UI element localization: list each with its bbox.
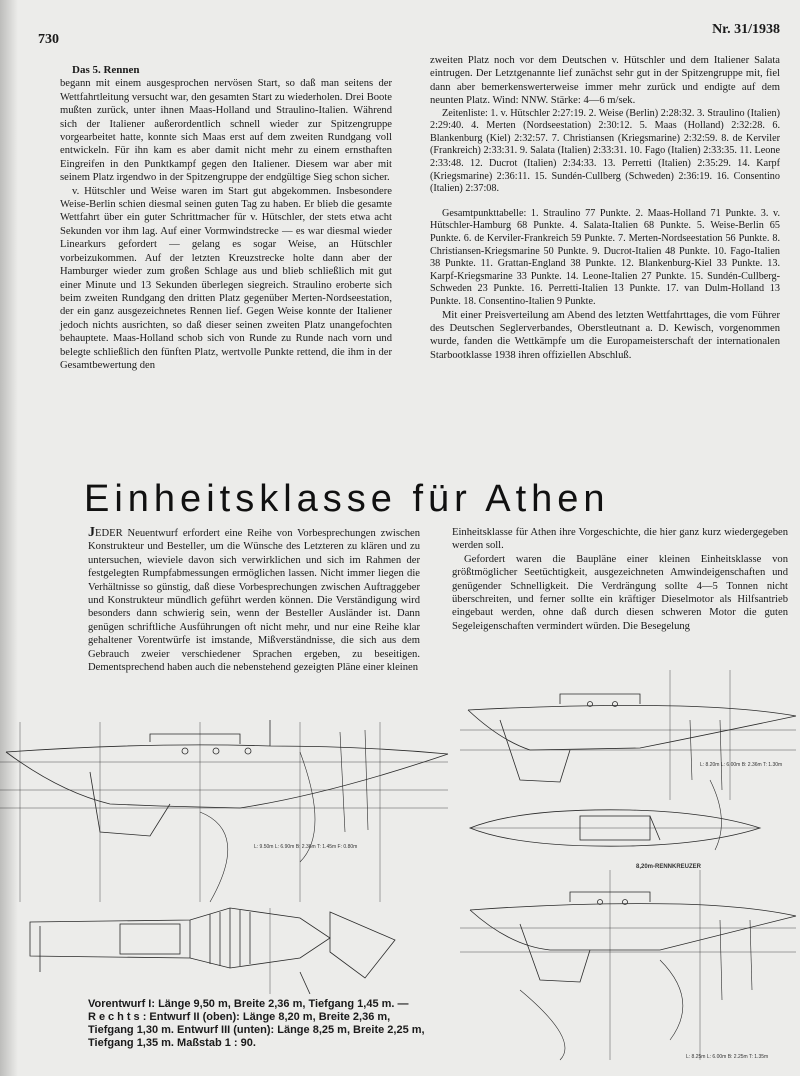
article-right-paragraph-1: Einheitsklasse für Athen ihre Vorgeschichte, die hier ganz kurz wiedergegeben werden soll. [452,527,788,552]
article-left-column [88,526,420,674]
gesamtpunkttabelle: Gesamtpunkttabelle: 1. Straulino 77 Punkte. 2. Maas-Holland 71 Punkte. 3. v. Hütschler-Hamburg 68 Punkte. 4. Salata-Italien 68 Punkte. 5. Weise-Berlin 65 Punkte. 6. de Kerviler-Frankreich 59 Punkte. 7. Merten-Nordseestation 56 Punkte. 8. Christiansen-Kriegsmarine 50 Punkte. 9. Ducrot-Italien 48 Punkte. 10. Fago-Italien 38 Punkte. 11. Grattan-England 38 Punkte. 12. Blankenburg-Kiel 33 Punkte. 13. Karpf-Kriegsmarine 33 Punkte. 14. Leone-Italien 27 Punkte. 15. Sundén-Cullberg-Schweden 23 Punkte. 16. Perretti-Italien 13 Punkte. 17. van Dulm-Holland 13 Punkte. 18. Consentino-Italien 9 Punkte. [430,207,780,307]
race-closing: Mit einer Preisverteilung am Abend des letzten Wettfahrttages, die vom Führer des Deutschen Seglerverbandes, Oberstleutnant a. D. Kewisch, vorgenommen wurde, fanden die Wettkämpfe um die Europameisterschaft der internationalen Starbootklasse 1938 ihren offiziellen Abschluß. [430,309,780,361]
race-paragraph-1: begann mit einem ausgesprochen nervösen Start, so daß man seitens der Wettfahrtleitung versucht war, den gesamten Start zu wiederholen. Drei Boote mußten zurück, unter ihnen Maas-Holland und Straulino-Italien. Während sich der Italiener außerordentlich schnell wieder zur Spitzengruppe vorgearbeitet hatte, konnte sich Maas erst auf dem zweiten Rundgang voll entwickeln. Für ihn kam es aber damit nicht mehr zu einem ernsthaften Eingreifen in den Punktkampf gegen den Italiener. Diesem war aber mit seinem Platz irgendwo in der Spitzengruppe der endgültige Sieg schon sicher. [60,78,392,184]
article-right-column [452,526,788,633]
article-lead-paragraph [88,526,420,674]
race-heading: Das 5. Rennen [72,64,140,76]
race-paragraph-2: v. Hütschler und Weise waren im Start gut abgekommen. Insbesondere Weise-Berlin schien diesmal seinen guten Tag zu haben. Er blieb die gesamte Wettfahrt über ein guter Schrittmacher für v. Hütschler, der stets etwa acht Sekunden vor ihm lag. Auf einer Vormwindstrecke — es war diesmal wieder Linearkurs gefordert — gelang es sogar Weise, an Hütschler vorbeizukommen. Auf der letzten Kreuzstrecke holte dann aber der Hamburger wieder zum großen Schlage aus und blieb schließlich mit gut einer Minute und 13 Sekunden überlegen siegreich. Straulino eroberte sich beim zweiten Rundgang den dritten Platz gegenüber Merten-Nordseestation, der ein ganz ausgezeichnetes Rennen lief. Gegen Weise konnte der Italiener jedoch nichts ausrichten, so daß dieser seinen zweiten Platz unangefochten behauptete. Maas-Holland schob sich von Runde zu Runde nach vorn und belegte schließlich den fünften Platz, wertvolle Punkte rettend, die ihm in der Gesamtbewertung den [60,185,392,371]
issue-number: Nr. 31/1938 [712,22,780,37]
figure-caption [88,998,428,1050]
drop-cap: J [88,525,95,540]
caption-rechts: Rechts [88,1011,143,1023]
lead-capitals: EDER [95,528,123,539]
article-right-paragraph-2: Gefordert waren die Baupläne einer kleinen Einheitsklasse von größtmöglicher Seetüchtigkeit, ausgezeichneten Amwindeigenschaften und genügender Schnelligkeit. Die Verdrängung sollte 4—5 Tonnen nicht überschreiten, und ferner sollte ein kräftiger Dieselmotor als Hilfsantrieb eingebaut werden, ohne daß durch diesen schweren Motor die guten Segeleigenschaften vermindert würden. Die Besegelung [452,553,788,632]
right-drawing-dims: L: 8.20m L: 6.00m B: 2.36m T: 1.30m [700,762,783,768]
zeitenliste: Zeitenliste: 1. v. Hütschler 2:27:19. 2. Weise (Berlin) 2:28:32. 3. Straulino (Italien) 2:29:40. 4. Merten (Nordseestation) 2:30:12. 5. Maas (Holland) 2:32:28. 6. Blankenburg (Kiel) 2:32:57. 7. Christiansen (Kriegsmarine) 2:32:59. 8. de Kerviler (Frankreich) 2:33:31. 9. Salata (Italien) 2:33:31. 10. Fago (Italien) 2:33:35. 11. Leone 2:33:48. 12. Ducrot (Italien) 2:34:33. 13. Perretti (Italien) 2:35:29. 14. Karpf (Kriegsmarine) 2:36:11. 15. Sundén-Cullberg (Schweden) 2:36:19. 16. Consentino (Italien) 2:37:08. [430,107,780,195]
article-title: Einheitsklasse für Athen [84,478,610,520]
hull-plan-left-svg [0,712,450,994]
race-continuation: zweiten Platz noch vor dem Deutschen v. Hütschler und dem Italiener Salata eintrugen. Der Letztgenannte lief zunächst sehr gut in der Spitzengruppe mit, fiel dann aber bemerkenswerterweise immer mehr zurück und endigte auf dem neunten Platz. Wind: NNW. Stärke: 4—6 m/sek. [430,55,780,107]
lead-text: Neuentwurf erfordert eine Reihe von Vorbesprechungen zwischen Konstrukteur und Besteller, um die Wünsche des Letzteren zu klären und zu untersuchen, wieviele davon sich verwirklichen und sich im Rahmen der festgelegten Rumpfabmessungen ermöglichen lassen. Nicht immer liegen die Verhältnisse so günstig, daß diese Vorbesprechungen zwischen Auftraggeber und Konstrukteur mündlich geführt werden können. Die Verständigung wird besonders dann schwierig sein, wenn der Besteller Ausländer ist. Dann genügen schriftliche Ausführungen oft nicht mehr, und nur eine Reihe klar gehaltener Vorentwürfe ist imstande, Mißverständnisse, die sich aus dem Gebrauch zweier verschiedener Sprachen ergeben, zu beseitigen. Dementsprechend haben auch die nebenstehend gezeigten Pläne einer kleinen [88,528,420,674]
right-drawing-dims-bottom: L: 8.25m L: 6.00m B: 2.25m T: 1.35m [686,1054,769,1060]
drawing-entwurf-2-3 [460,660,800,1070]
drawing-vorentwurf-1 [0,712,450,994]
race-report-right-column [430,54,780,362]
caption-line-1: Vorentwurf I: Länge 9,50 m, Breite 2,36 m, Tiefgang 1,45 m. — [88,998,409,1010]
caption-line-2: : Entwurf II (oben): Länge 8,20 m, Breite 2,36 m, Tiefgang 1,30 m. Entwurf III (unten): Länge 8,25 m, Breite 2,25 m, Tiefgang 1,35 m. Maßstab 1 : 90. [88,1011,425,1049]
race-report-left-column [60,64,392,372]
hull-plan-right-svg [460,660,800,1070]
right-drawing-label: 8,20m-RENNKREUZER [636,864,702,870]
page-number: 730 [38,32,59,47]
left-drawing-dims: L: 9.50m L: 6.90m B: 2.36m T: 1.45m F: 0.80m [254,844,358,850]
